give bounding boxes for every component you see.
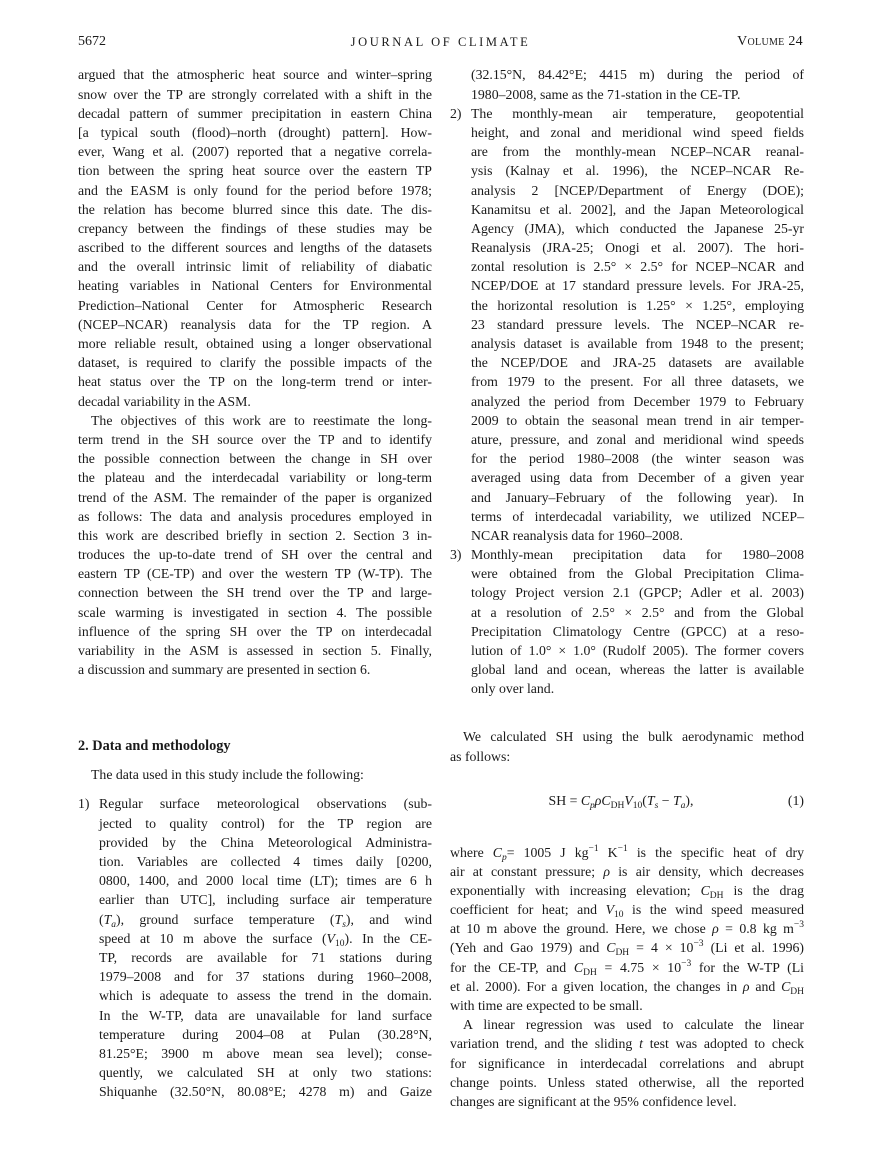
text-line: Agency (JMA), which conducted the Japanese 25-yr (471, 220, 804, 236)
text-line (450, 958, 804, 977)
text-run: is the drag (723, 882, 804, 898)
text-line: from 1979 to the present. For all three datasets, we (471, 374, 804, 390)
text-line: for significance in interdecadal correlations and abrupt (450, 1055, 804, 1071)
math-symbol: ρ (712, 921, 719, 937)
equation-number: (1) (787, 792, 804, 808)
text-line: The monthly-mean air temperature, geopotential (471, 105, 804, 121)
text-line: tology Project version 2.1 (GPCP; Adler et al. 2003) (471, 585, 804, 601)
subscript: p (590, 800, 595, 811)
text-run: ). In the CE- (344, 930, 432, 946)
math-symbol: T (334, 911, 343, 927)
subscript: 10 (614, 910, 624, 921)
text-line: as follows: (450, 748, 511, 764)
text-run: (Li et al. 1996) (703, 940, 804, 956)
text-run: exponentially with increasing elevation; (450, 882, 701, 898)
math-symbol: C (492, 844, 502, 860)
math-symbol: C (580, 792, 591, 808)
text-line: tion. Variables are collected 4 times daily [0200, (99, 854, 432, 870)
list-item (450, 545, 804, 699)
text-line (450, 919, 804, 938)
text-run: test was adopted to check (642, 1036, 805, 1052)
text-line: the relation has become blurred since this date. The dis- (78, 201, 432, 217)
text-line: lution of 1.0° × 1.0° (Rudolf 2005). The former covers (471, 643, 804, 659)
text-line: averaged using data from December of a given year (471, 470, 804, 486)
text-run: ( (99, 911, 104, 927)
list-marker: 2) (450, 105, 462, 121)
equation (450, 791, 804, 810)
text-line: connection between the SH trend over the TP and large- (78, 585, 432, 601)
text-line: Prediction–National Center for Atmospheric Research (78, 297, 432, 313)
text-line: height, and zonal and meridional wind speed fields (471, 124, 804, 140)
text-line: Kanamitsu et al. 2002], and the Japan Meteorological (471, 201, 804, 217)
paragraph (78, 765, 432, 784)
text-line: as follows: The data and analysis procedures employed in (78, 508, 432, 524)
text-line: ascribed to the different sources and lengths of the datasets (78, 240, 432, 256)
text-line: Precipitation Climatology Centre (GPCC) at a reso- (471, 623, 804, 639)
text-line: NCAR reanalysis data for 1960–2008. (471, 527, 683, 543)
text-line: global land and ocean, whereas the latter is available (471, 662, 804, 678)
text-line: are from the monthly-mean NCEP–NCAR reanal- (471, 144, 804, 160)
subscript: p (501, 852, 507, 863)
subscript: DH (709, 890, 724, 901)
text-line: were obtained from the Global Precipitation Clima- (471, 566, 804, 582)
text-line (450, 881, 804, 900)
math-symbol: V (326, 930, 335, 946)
list-item (450, 104, 804, 545)
text-line: at a resolution of 2.5° × 2.5° and from the Global (471, 604, 804, 620)
paragraph (78, 411, 432, 680)
text-run: ), and wind (345, 911, 432, 927)
text-run: et al. 2000). For a given location, the changes in (450, 978, 743, 994)
text-line: variability in the ASM is assessed in section 5. Finally, (78, 643, 432, 659)
math-symbol: t (639, 1036, 643, 1052)
text-line: argued that the atmospheric heat source and winter–spring (78, 67, 432, 83)
left-column (78, 65, 432, 1101)
text-line: the plateau and the interdecadal variability or long-term (78, 470, 432, 486)
paragraph (78, 65, 432, 410)
subscript: 10 (334, 938, 345, 949)
text-line: temperature during 2004–08 at Pulan (30.28°N, (99, 1026, 432, 1042)
section-heading: 2. Data and methodology (78, 737, 231, 754)
text-line: 23 standard pressure levels. The NCEP–NCAR re- (471, 316, 804, 332)
equation-expression (548, 792, 694, 811)
text-line: Shiquanhe (32.50°N, 80.08°E; 4278 m) and Gaize (99, 1084, 432, 1100)
text-line (450, 977, 804, 996)
text-line: The objectives of this work are to reestimate the long- (91, 412, 432, 428)
text-line: eastern TP (CE-TP) and over the western TP (W-TP). The (78, 566, 432, 582)
text-line: analysis 2 [NCEP/Department of Energy (DOE); (471, 182, 804, 198)
text-line: provided by the China Meteorological Administra- (99, 834, 432, 850)
text-line: (NCEP–NCAR) reanalysis data for the TP region. A (78, 316, 432, 332)
text-run: ), ground surface temperature ( (116, 911, 335, 927)
text-line: heating variables in National Centers for Environmental (78, 278, 432, 294)
subscript: s (342, 919, 346, 930)
math-symbol: ρ (742, 978, 750, 994)
text-line: zontal resolution is 2.5° × 2.5° for NCEP–NCAR and (471, 259, 804, 275)
math-symbol: T (103, 911, 112, 927)
subscript: s (654, 800, 659, 811)
math-symbol: V (605, 902, 615, 918)
right-column (450, 65, 804, 1111)
text-run: and (749, 978, 782, 994)
text-run: (Yeh and Gao 1979) and (450, 940, 607, 956)
text-run: where (450, 844, 493, 860)
text-line (450, 862, 804, 881)
text-run: ), (685, 792, 694, 808)
text-run: ( (642, 792, 647, 808)
text-run: SH = (548, 792, 581, 808)
text-line: ysis (Kalnay et al. 1996), the NCEP–NCAR Re- (471, 163, 804, 179)
text-run: is air density, which decreases (609, 863, 804, 879)
text-line: change points. Unless stated otherwise, all the reported (450, 1074, 804, 1090)
text-run: = 0.8 kg m (718, 921, 794, 937)
text-line: only over land. (471, 681, 555, 697)
math-symbol: T (646, 792, 655, 808)
math-symbol: T (672, 792, 681, 808)
text-line: for the period 1980–2008 (the winter season was (471, 451, 804, 467)
list-marker: 3) (450, 547, 462, 563)
text-line: decadal pattern of summer precipitation in eastern China (78, 105, 432, 121)
text-line: Regular surface meteorological observations (sub- (99, 796, 432, 812)
subscript: DH (610, 800, 625, 811)
text-line: analysis dataset is available from 1948 to the present; (471, 336, 804, 352)
text-line: earlier than UTC], including surface air temperature (99, 892, 432, 908)
text-line: 2009 to obtain the seasonal mean trend in air temper- (471, 412, 804, 428)
text-line: quently, we calculated SH at only two stations: (99, 1065, 432, 1081)
superscript: −3 (793, 920, 804, 931)
subscript: DH (615, 948, 630, 959)
list-item (78, 794, 432, 1101)
text-line: We calculated SH using the bulk aerodynamic method (463, 729, 804, 745)
text-line: and January–February of the following year). In (471, 489, 804, 505)
superscript: −3 (681, 958, 692, 969)
text-line: Reanalysis (JRA-25; Onogi et al. 2007). The hori- (471, 240, 804, 256)
text-run: coefficient for heat; and (450, 902, 606, 918)
text-line: Monthly-mean precipitation data for 1980–2008 (471, 547, 804, 563)
math-symbol: V (624, 792, 633, 808)
text-line: which is adequate to assess the trend in the domain. (99, 988, 432, 1004)
text-run: is the wind speed measured (623, 902, 804, 918)
superscript: −3 (693, 939, 704, 950)
text-run: air at constant pressure; (450, 863, 604, 879)
paragraph (450, 1015, 804, 1111)
math-symbol: ρ (603, 863, 610, 879)
text-line: changes are significant at the 95% confidence level. (450, 1093, 737, 1109)
text-run: = 1005 J kg (506, 844, 589, 860)
list-item (450, 65, 804, 103)
text-run: = 4 × 10 (629, 940, 694, 956)
list-marker: 1) (78, 796, 90, 812)
text-line (450, 938, 804, 957)
text-line: this work are described briefly in section 2. Section 3 in- (78, 527, 432, 543)
text-line: troduces the up-to-date trend of SH over the central and (78, 547, 432, 563)
text-line: the possible connection between the change in SH over (78, 451, 432, 467)
text-line: the horizontal resolution is 1.25° × 1.25°, employing (471, 297, 804, 313)
text-line (99, 910, 432, 929)
text-line: trend of the ASM. The remainder of the paper is organized (78, 489, 432, 505)
text-line (450, 843, 804, 862)
text-run: variation trend, and the sliding (450, 1036, 640, 1052)
math-symbol: C (606, 940, 616, 956)
text-run: − (658, 792, 673, 808)
text-line: influence of the spring SH over the TP on interdecadal (78, 623, 432, 639)
volume-label: Volume 24 (737, 34, 803, 49)
text-line: A linear regression was used to calculate the linear (463, 1017, 804, 1033)
superscript: −1 (588, 843, 599, 854)
subscript: DH (790, 986, 804, 997)
text-run: for the W-TP (Li (691, 959, 804, 975)
text-run: for the CE-TP, and (450, 959, 574, 975)
text-run: K (598, 844, 618, 860)
text-run: speed at 10 m above the surface ( (99, 930, 327, 946)
text-line: 1979–2008 and for 37 stations during 1960–2008, (99, 969, 432, 985)
text-line (450, 1034, 804, 1053)
math-symbol: C (700, 882, 710, 898)
text-line: heat status over the TP on the long-term trend or inter- (78, 374, 432, 390)
text-line: dataset, is required to clarify the possible impacts of the (78, 355, 432, 371)
text-line (99, 929, 432, 948)
superscript: −1 (617, 843, 628, 854)
text-line: TP, records are available for 71 stations during (99, 949, 432, 965)
text-line: with time are expected to be small. (450, 998, 643, 1014)
text-line: crepancy between the findings of these studies may be (78, 220, 432, 236)
text-line: 1980–2008, same as the 71-station in the CE-TP. (471, 86, 741, 102)
math-symbol: C (781, 978, 791, 994)
text-line: 81.25°E; 3900 m above mean sea level); conse- (99, 1045, 432, 1061)
text-line: ever, Wang et al. (2007) reported that a negative correla- (78, 144, 432, 160)
journal-title: JOURNAL OF CLIMATE (350, 35, 531, 49)
paragraph (450, 843, 804, 1016)
text-line: [a typical south (flood)–north (drought) pattern]. How- (78, 124, 432, 140)
paragraph (450, 727, 804, 765)
text-line: a discussion and summary are presented in section 6. (78, 662, 371, 678)
subscript: a (111, 919, 117, 930)
text-line: snow over the TP are strongly correlated with a shift in the (78, 86, 432, 102)
math-symbol: ρC (594, 792, 611, 808)
text-line: In the W-TP, data are unavailable for land surface (99, 1007, 432, 1023)
text-line: jected to quality control) for the TP region are (99, 815, 432, 831)
text-line (450, 900, 804, 919)
text-line: scale warming is investigated in section 4. The possible (78, 604, 432, 620)
text-line: and the EASM is only found for the period before 1978; (78, 182, 432, 198)
page-number: 5672 (78, 34, 106, 49)
subscript: DH (583, 967, 597, 978)
text-run: = 4.75 × 10 (596, 959, 682, 975)
text-line: terms of interdecadal variability, we utilized NCEP– (471, 508, 804, 524)
text-run: is the specific heat of dry (627, 844, 805, 860)
math-symbol: C (573, 959, 584, 975)
text-run: at 10 m above the ground. Here, we chose (450, 921, 713, 937)
text-line: (32.15°N, 84.42°E; 4415 m) during the period of (471, 67, 804, 83)
text-line: analyzed the period from December 1979 to February (471, 393, 804, 409)
subscript: a (680, 800, 686, 811)
text-line: tion between the spring heat source over the eastern TP (78, 163, 432, 179)
text-line: more reliable result, obtained using a longer observational (78, 336, 432, 352)
text-line: the NCEP/DOE and JRA-25 datasets are available (471, 355, 804, 371)
text-line: and the overall intrinsic limit of reliability of diabatic (78, 259, 432, 275)
text-line: decadal variability in the ASM. (78, 393, 251, 409)
text-line: NCEP/DOE at 17 standard pressure levels. For JRA-25, (471, 278, 804, 294)
text-line: The data used in this study include the following: (91, 766, 364, 782)
subscript: 10 (632, 800, 643, 811)
text-line: term trend in the SH source over the TP and to identify (78, 431, 432, 447)
text-line: 0800, 1400, and 2000 local time (LT); times are 6 h (99, 873, 432, 889)
text-line: ature, pressure, and zonal and meridional wind speeds (471, 431, 804, 447)
